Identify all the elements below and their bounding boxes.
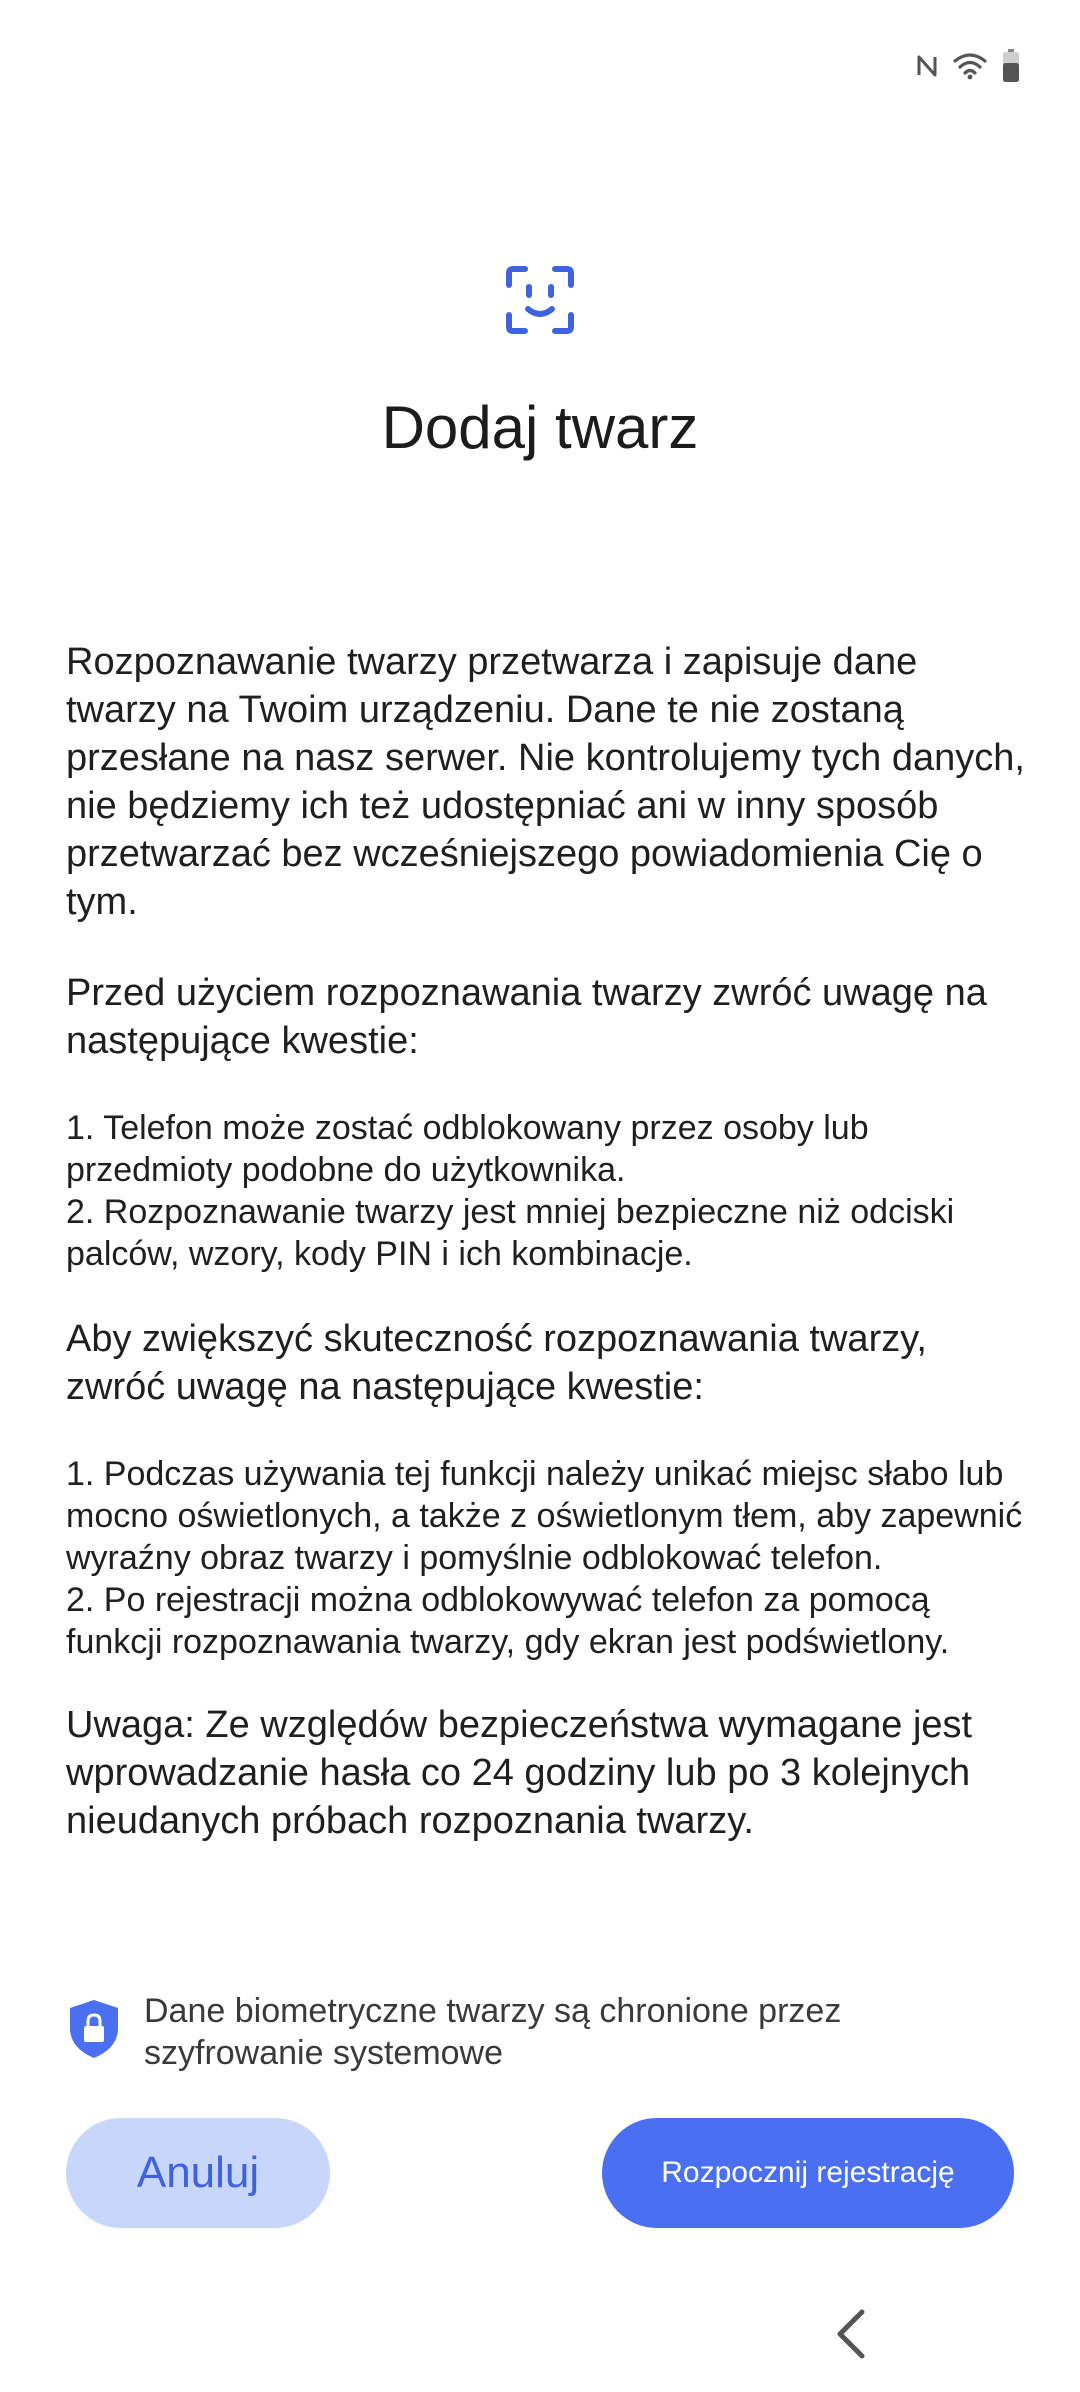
improve-list [66, 1453, 1026, 1663]
security-note [66, 1990, 1026, 2074]
before-use-list [66, 1107, 1026, 1275]
security-text: Dane biometryczne twarzy są chronione przez szyfrowanie systemowe [144, 1992, 842, 2072]
before-use-heading: Przed użyciem rozpoznawania twarzy zwróć uwagę na następujące kwestie: [66, 972, 987, 1062]
info-content [66, 638, 1026, 1845]
battery-icon [1002, 49, 1020, 83]
page-title: Dodaj twarz [381, 394, 699, 461]
cancel-button[interactable]: Anuluj [66, 2118, 330, 2228]
intro-paragraph: Rozpoznawanie twarzy przetwarza i zapisuje dane twarzy na Twoim urządzeniu. Dane te nie zostaną przesłane na nasz serwer. Nie kontrolujemy tych danych, nie będziemy ich też udostępniać ani w inny sposób przetwarzać bez wcześniejszego powiadomienia Cię o tym. [66, 641, 1025, 923]
start-registration-button[interactable]: Rozpocznij rejestrację [602, 2118, 1014, 2228]
wifi-icon [952, 52, 988, 80]
nfc-icon [916, 53, 938, 79]
face-recognition-icon [505, 265, 575, 335]
list-item: 2. Po rejestracji można odblokowywać telefon za pomocą funkcji rozpoznawania twarzy, gdy ekran jest podświetlony. [66, 1581, 950, 1661]
back-icon[interactable] [830, 2306, 874, 2362]
status-bar [916, 44, 1020, 88]
improve-heading: Aby zwiększyć skuteczność rozpoznawania twarzy, zwróć uwagę na następujące kwestie: [66, 1318, 927, 1408]
list-item: 1. Telefon może zostać odblokowany przez osoby lub przedmioty podobne do użytkownika. [66, 1109, 869, 1189]
note-paragraph: Uwaga: Ze względów bezpieczeństwa wymagane jest wprowadzanie hasła co 24 godziny lub po 3 kolejnych nieudanych próbach rozpoznania twarzy. [66, 1704, 973, 1842]
shield-lock-icon [66, 1998, 122, 2060]
list-item: 2. Rozpoznawanie twarzy jest mniej bezpieczne niż odciski palców, wzory, kody PIN i ich kombinacje. [66, 1193, 955, 1273]
list-item: 1. Podczas używania tej funkcji należy unikać miejsc słabo lub mocno oświetlonych, a także z oświetlonym tłem, aby zapewnić wyraźny obraz twarzy i pomyślnie odblokować telefon. [66, 1455, 1023, 1577]
